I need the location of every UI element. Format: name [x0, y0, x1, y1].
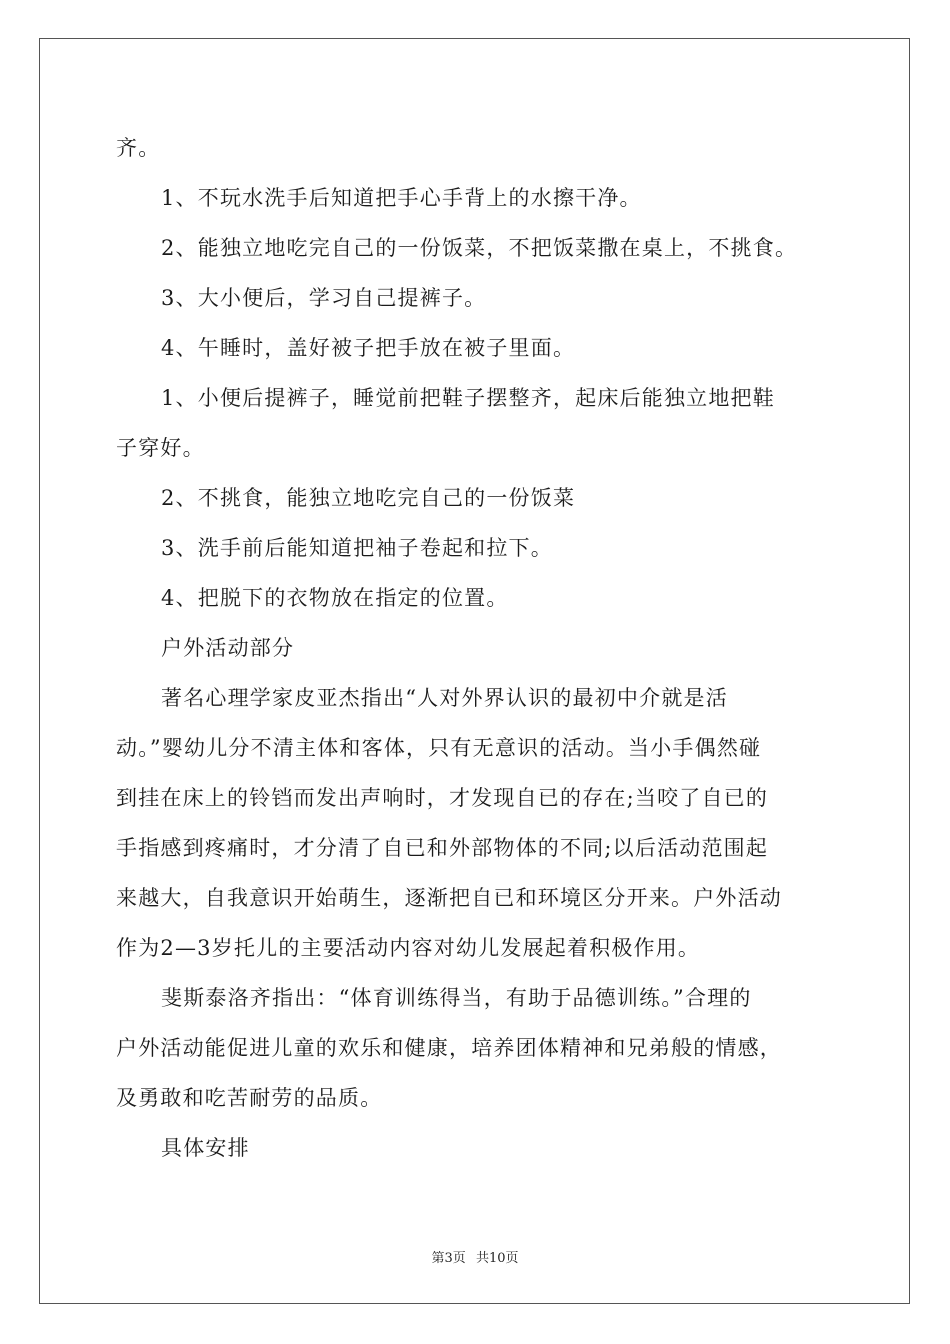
paragraph-line: 来越大，自我意识开始萌生，逐渐把自已和环境区分开来。户外活动: [116, 886, 782, 910]
section-heading: 户外活动部分: [161, 636, 295, 660]
paragraph-line: 斐斯泰洛齐指出：“体育训练得当，有助于品德训练。”合理的: [161, 986, 752, 1010]
list-item: 3、洗手前后能知道把袖子卷起和拉下。: [161, 536, 553, 560]
paragraph-line: 作为2—3岁托儿的主要活动内容对幼儿发展起着积极作用。: [116, 936, 701, 960]
list-item: 4、把脱下的衣物放在指定的位置。: [161, 586, 509, 610]
list-item: 2、不挑食，能独立地吃完自己的一份饭菜: [161, 486, 576, 510]
list-item: 2、能独立地吃完自己的一份饭菜，不把饭菜撒在桌上，不挑食。: [161, 236, 798, 260]
page-number: 第3页: [431, 1251, 466, 1266]
paragraph-line: 手指感到疼痛时，才分清了自已和外部物体的不同;以后活动范围起: [116, 836, 769, 860]
paragraph-line: 著名心理学家皮亚杰指出“人对外界认识的最初中介就是活: [161, 686, 728, 710]
paragraph-line: 及勇敢和吃苦耐劳的品质。: [116, 1086, 383, 1110]
total-pages: 共10页: [475, 1251, 519, 1266]
list-item: 1、小便后提裤子，睡觉前把鞋子摆整齐，起床后能独立地把鞋: [161, 386, 775, 410]
paragraph-line: 到挂在床上的铃铛而发出声响时，才发现自已的存在;当咬了自已的: [116, 786, 769, 810]
text-line: 子穿好。: [116, 436, 205, 460]
paragraph-line: 户外活动能促进儿童的欢乐和健康，培养团体精神和兄弟般的情感，: [116, 1036, 782, 1060]
page-footer: [0, 1247, 950, 1266]
paragraph-line: 动。”婴幼儿分不清主体和客体，只有无意识的活动。当小手偶然碰: [116, 736, 762, 760]
list-item: 3、大小便后，学习自己提裤子。: [161, 286, 487, 310]
list-item: 4、午睡时，盖好被子把手放在被子里面。: [161, 336, 576, 360]
list-item: 1、不玩水洗手后知道把手心手背上的水擦干净。: [161, 186, 642, 210]
document-body: [116, 123, 836, 1173]
section-heading: 具体安排: [161, 1136, 250, 1160]
text-line: 齐。: [116, 136, 161, 160]
